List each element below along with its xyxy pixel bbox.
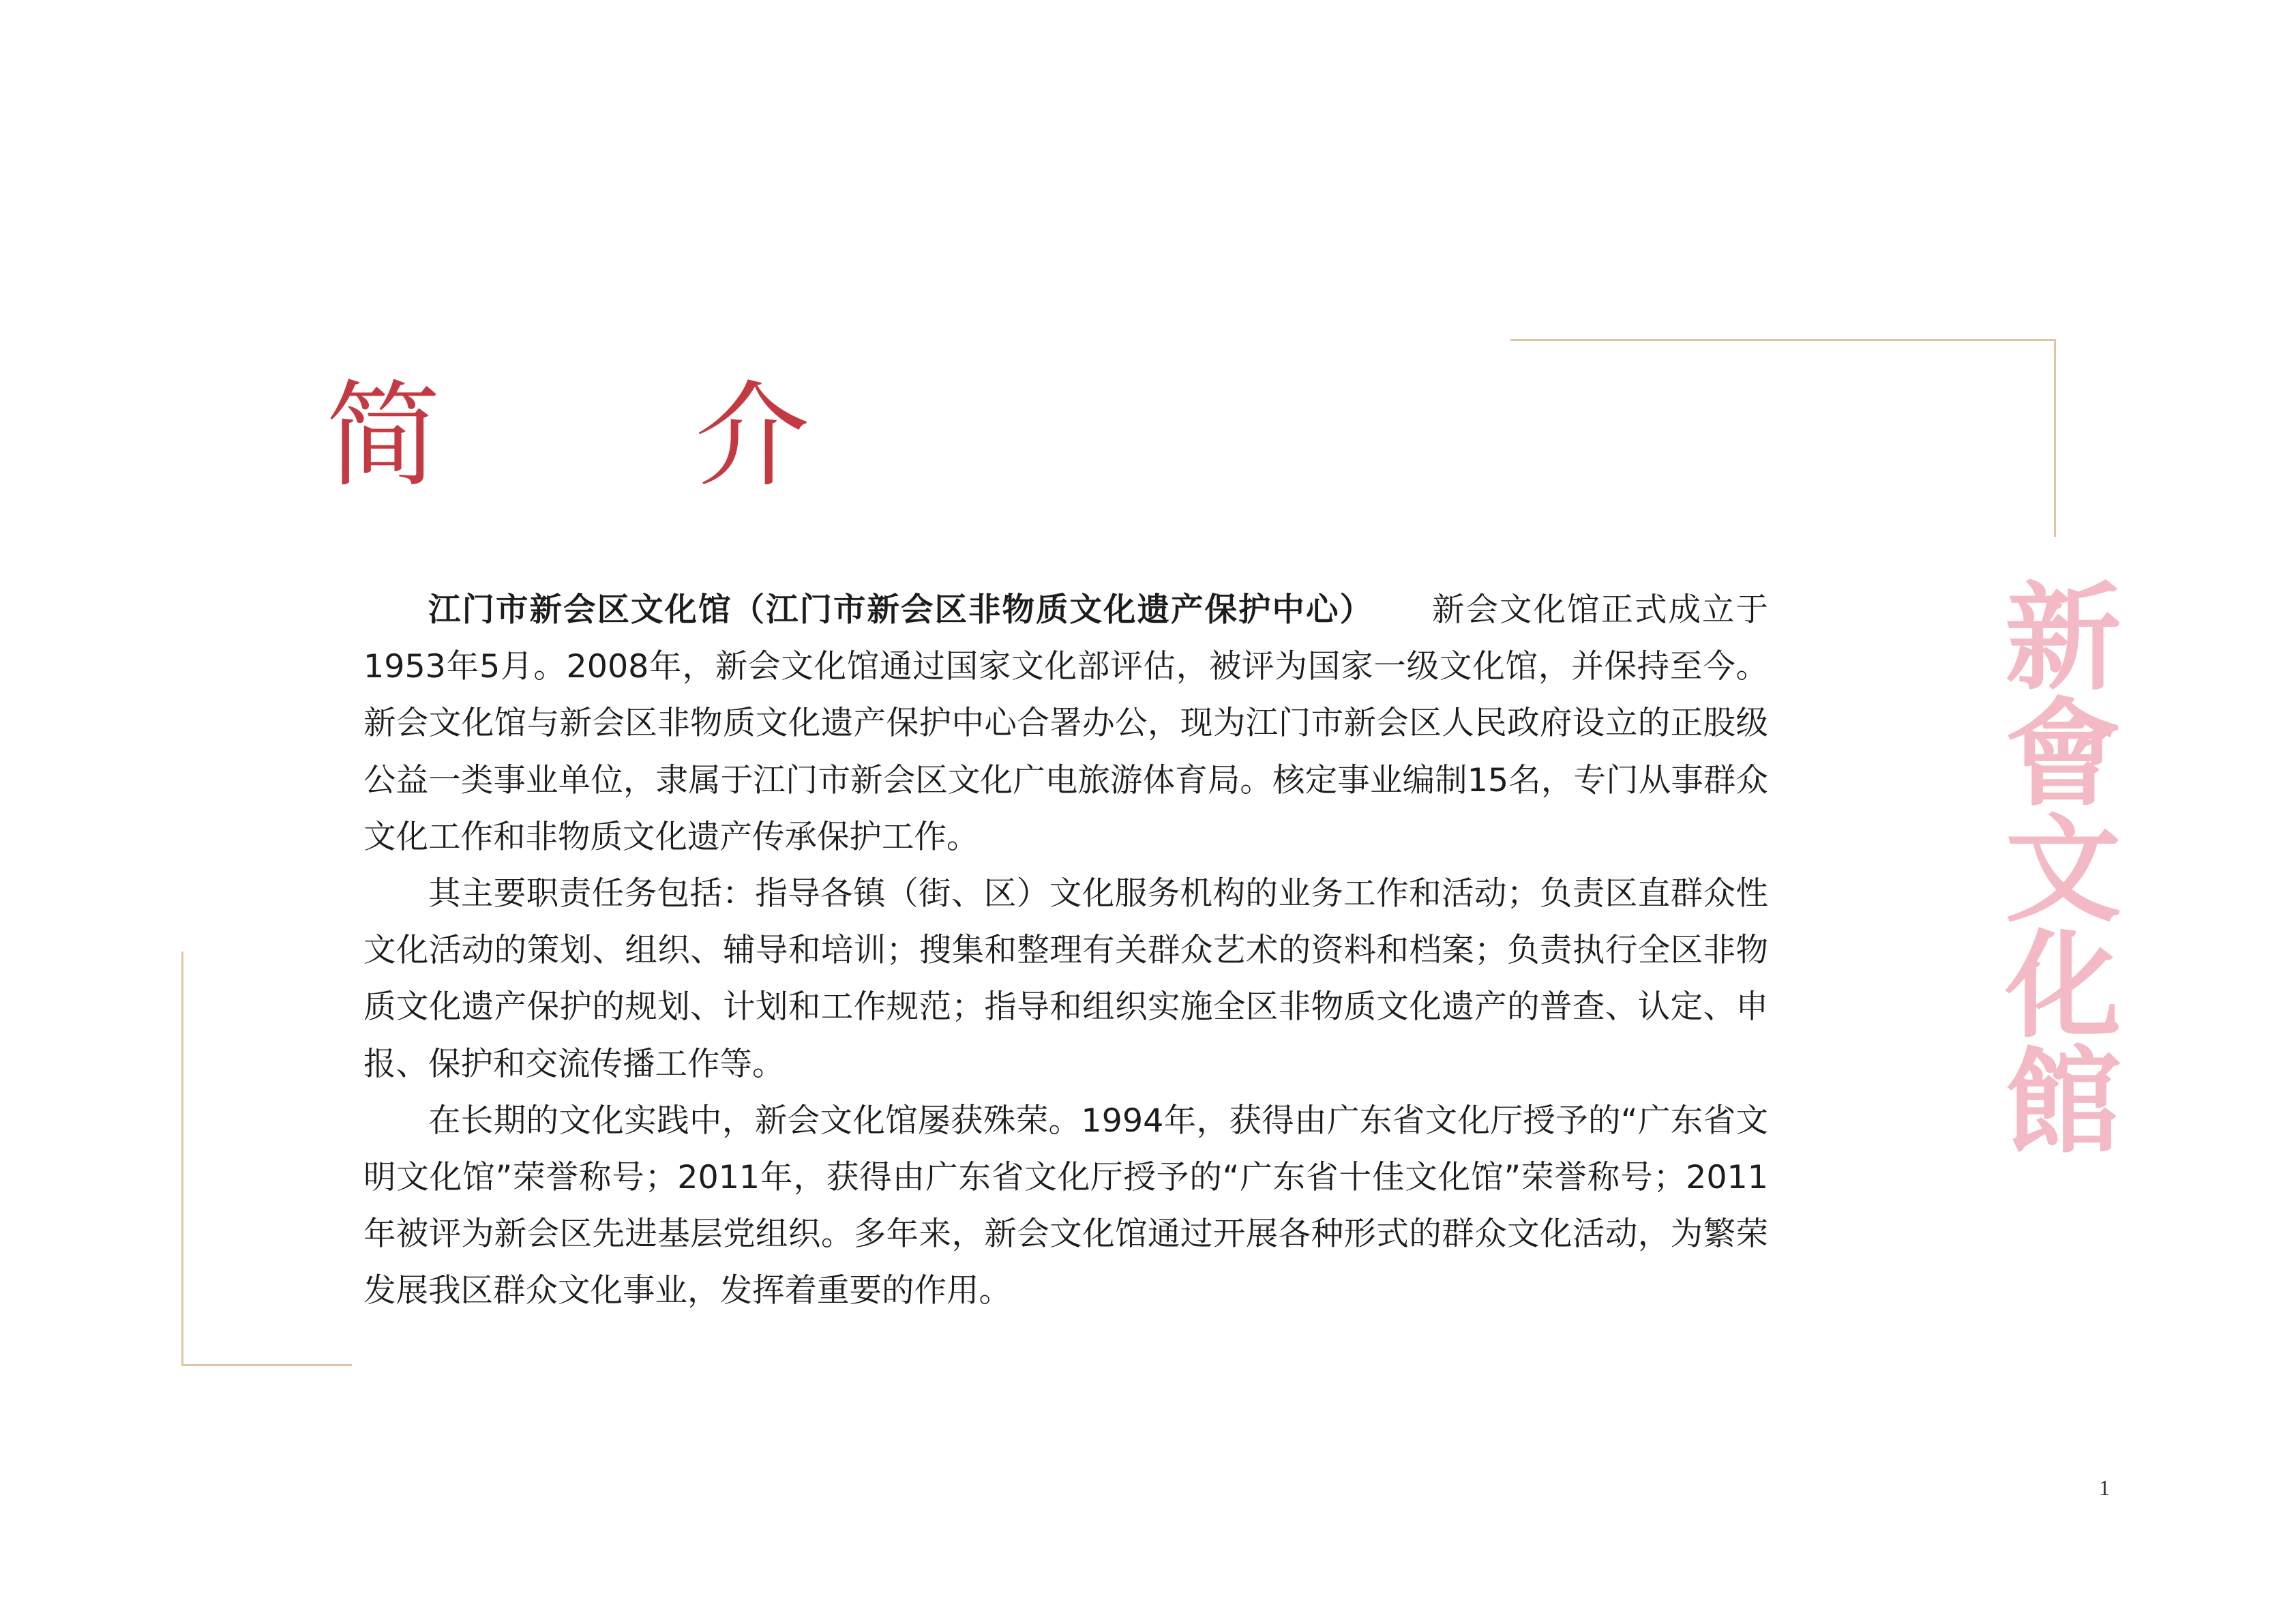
frame-line-top bbox=[1510, 339, 2056, 341]
frame-line-bottom bbox=[181, 1364, 352, 1366]
vertical-calligraphy-title: 新會文化館 bbox=[1985, 576, 2121, 1156]
paragraph-history-text: 新会文化馆正式成立于1953年5月。2008年，新会文化馆通过国家文化部评估，被评为国家一级文化馆，并保持至今。新会文化馆与新会区非物质文化遗产保护中心合署办公，现为江门市新会区人民政府设立的正股级公益一类事业单位，隶属于江门市新会区文化广电旅游体育局。核定事业编制15名，专门从事群众文化工作和非物质文化遗产传承保护工作。 bbox=[363, 591, 1768, 856]
organization-name: 江门市新会区文化馆（江门市新会区非物质文化遗产保护中心） bbox=[428, 591, 1373, 629]
paragraph-honors: 在长期的文化实践中，新会文化馆屡获殊荣。1994年，获得由广东省文化厅授予的“广东省文明文化馆”荣誉称号；2011年，获得由广东省文化厅授予的“广东省十佳文化馆”荣誉称号；2011年被评为新会区先进基层党组织。多年来，新会文化馆通过开展各种形式的群众文化活动，为繁荣发展我区群众文化事业，发挥着重要的作用。 bbox=[363, 1102, 1768, 1310]
paragraph-history bbox=[363, 582, 1768, 866]
paragraph-responsibilities: 其主要职责任务包括：指导各镇（街、区）文化服务机构的业务工作和活动；负责区直群众性文化活动的策划、组织、辅导和培训；搜集和整理有关群众艺术的资料和档案；负责执行全区非物质文化遗产保护的规划、计划和工作规范；指导和组织实施全区非物质文化遗产的普查、认定、申报、保护和交流传播工作等。 bbox=[363, 875, 1768, 1083]
frame-line-right bbox=[2054, 339, 2056, 537]
page-number: 1 bbox=[2099, 1475, 2110, 1500]
page-title: 简 介 bbox=[326, 369, 919, 503]
intro-body bbox=[363, 582, 1768, 1320]
frame-line-left bbox=[181, 951, 183, 1366]
